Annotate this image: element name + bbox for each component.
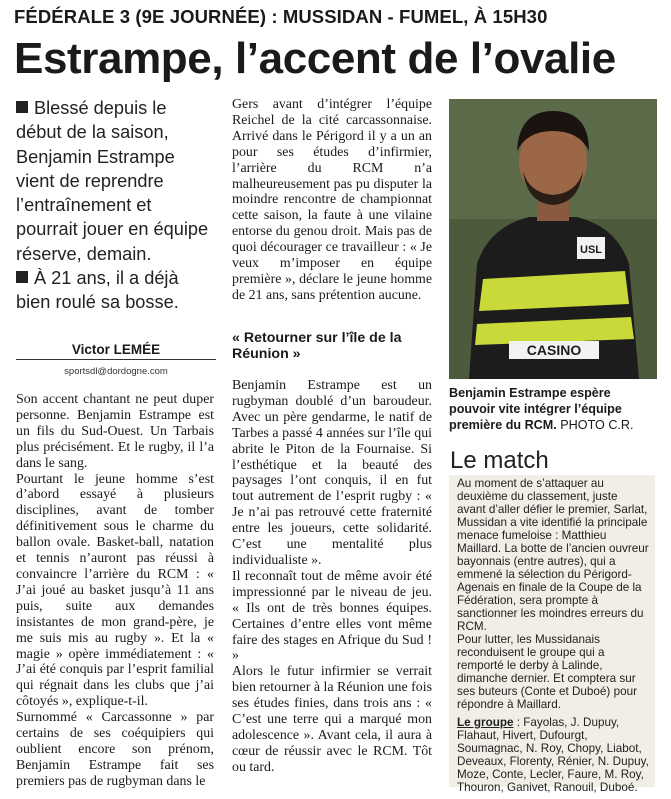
bullet-square-icon <box>16 271 28 283</box>
body-paragraph: Benjamin Estrampe est un rugbyman doublé d’un baroudeur. Avec un père gendarme, le natif de Tarbes a passé 4 années sur l’île qui abrite le Piton de la Fournaise. Si l’esthétique et la beauté des paysages l’ont conquis, il en fut tout autrement de l’esprit rugby : « Je n’ai pas retrouvé cette fraternité entre les joueurs, cette solidarité. C’est une mentalité plus individualiste ». <box>232 378 432 568</box>
jersey-sponsor: CASINO <box>526 342 582 358</box>
body-paragraph: Surnommé « Carcassonne » par certains de ses coéquipiers qui oublient encore son prénom, Benjamin Estrampe fait ses premiers pas de rugbyman dans le <box>16 710 214 789</box>
byline <box>16 342 216 377</box>
author-email: sportsdl@dordogne.com <box>64 366 168 377</box>
author-name: Victor LEMÉE <box>71 342 161 357</box>
bullet-square-icon <box>16 101 28 113</box>
sidebar-paragraph: Au moment de s’attaquer au deuxième du classement, juste avant d’aller défier le premier, Sarlat, Mussidan a vite identifié la principale menace fumeloise : Matthieu Maillard. La botte de l’ancien ouvreur bayonnais (entre autres), qui a emmené la sélection du Périgord-Agenais en finale de la Coupe de la Fédération, sera prompte à sanctionner les moindres erreurs du RCM. <box>457 477 649 633</box>
lead-paragraph: Blessé depuis le début de la saison, Benjamin Estrampe vient de reprendre l’entraînement et pourrait jouer en équipe réserve, demain. <box>16 98 209 264</box>
sidebar-title: Le match <box>450 447 549 474</box>
player-illustration <box>449 99 657 379</box>
body-paragraph: Pourtant le jeune homme s’est d’abord essayé à plusieurs disciplines, avant de tomber définitivement sous le charme du ballon ovale. Basket-ball, natation et tennis n’auront pas réussi à convaincre l’arrière du RCM : « J’ai joué au basket jusqu’à 11 ans puis, suite aux demandes insistantes de mon grand-père, je me suis mis au rugby ». Et la « magie » opère immédiatement : « J’ai été conquis par l’esprit familial qui régnait dans les clubs que j’ai côtoyés », explique-t-il. <box>16 471 214 710</box>
article-subheading: « Retourner sur l’île de la Réunion » <box>232 330 402 362</box>
article-lead <box>16 96 216 315</box>
body-paragraph: Son accent chantant ne peut duper personne. Benjamin Estrampe est un fils du Sud-Ouest. Un Tarbais plus précisément. Et le rugby, il l’a dans le sang. <box>16 392 214 471</box>
jersey-badge: USL <box>580 244 602 256</box>
squad-list <box>457 716 649 794</box>
body-paragraph: Gers avant d’intégrer l’équipe Reichel de la cité carcassonnaise. Arrivé dans le Périgord il y a un an pour ses études d’infirmier, l’arrière du RCM n’a malheureusement pas pu disputer la moindre rencontre de championnat cette saison, la faute à une vilaine entorse du genou droit. Mais pas de quoi décourager ce travailleur : « Je veux m’imposer en équipe première », déclare le jeune homme de 21 ans, sans prétention aucune. <box>232 97 432 303</box>
body-paragraph: Il reconnaît tout de même avoir été impressionné par le niveau de jeu. « Ils ont de très bonnes équipes. Certaines d’entre elles vont même faire des stages en Afrique du Sud ! » <box>232 568 432 664</box>
match-sidebar-box <box>449 475 655 794</box>
photo-caption <box>449 385 659 433</box>
squad-names: : Fayolas, J. Dupuy, Flahaut, Hivert, Dufourgt, Soumagnac, N. Roy, Chopy, Liabot, Deveaux, Florenty, Rénier, N. Dupuy, Moze, Conte, Lecler, Faure, M. Roy, Thouron, Ganivet, Ranouil, Duboé. <box>457 716 649 794</box>
article-column-2-top <box>232 97 432 304</box>
photo-credit: PHOTO C.R. <box>560 418 634 432</box>
article-column-2-bottom <box>232 378 432 776</box>
article-column-1 <box>16 392 214 790</box>
sidebar-paragraph: Pour lutter, les Mussidanais reconduisent le groupe qui a remporté le derby à Lalinde, dimanche dernier. Et comptera sur ses buteurs (Conte et Duboé) pour répondre à Maillard. <box>457 633 637 711</box>
squad-label: Le groupe <box>457 716 514 729</box>
caption-text: Benjamin Estrampe espère pouvoir vite intégrer l’équipe première du RCM. <box>449 386 622 432</box>
player-photo <box>449 99 657 379</box>
body-paragraph: Alors le futur infirmier se verrait bien retourner à la Réunion une fois ses études finies, dans trois ans : « C’est une terre qui a marqué mon adolescence ». Avant cela, il aura à cœur de réussir avec le RCM. Tôt ou tard. <box>232 664 432 775</box>
lead-paragraph: À 21 ans, il a déjà bien roulé sa bosse. <box>16 268 179 313</box>
article-kicker: FÉDÉRALE 3 (9E JOURNÉE) : MUSSIDAN - FUMEL, À 15H30 <box>14 6 548 27</box>
article-headline: Estrampe, l’accent de l’ovalie <box>14 34 616 83</box>
